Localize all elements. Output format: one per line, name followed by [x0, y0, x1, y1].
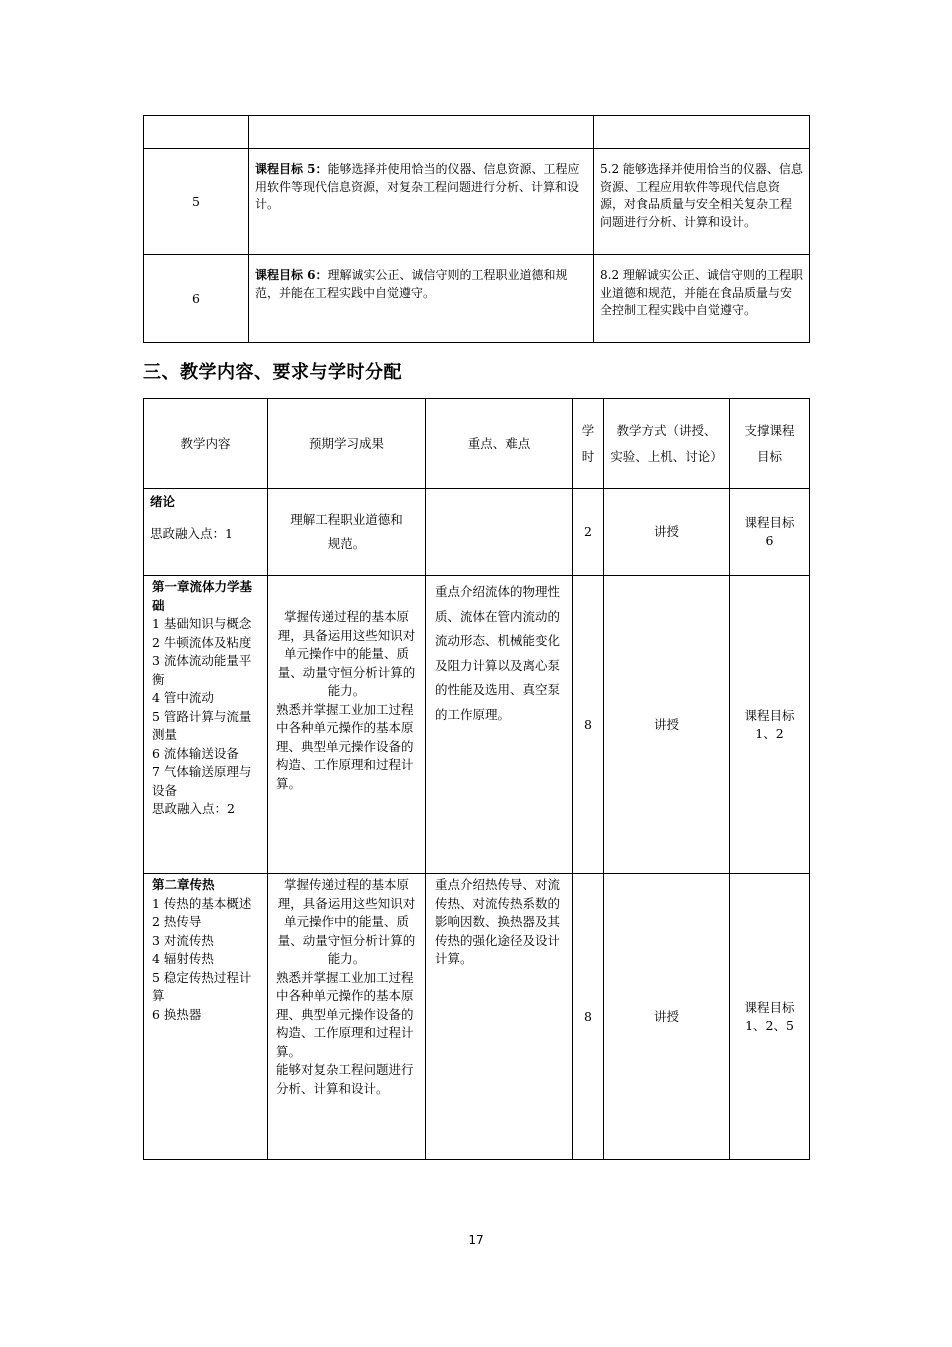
content-cell [144, 576, 268, 874]
content-item: 1 基础知识与概念 [152, 616, 252, 631]
support-cell [730, 576, 810, 874]
content-item: 3 流体流动能量平衡 [152, 653, 252, 687]
header-method-line2: 实验、上机、讨论） [610, 448, 723, 464]
table-row [144, 255, 810, 343]
key-points-cell: 重点介绍热传导、对流传热、对流传热系数的影响因数、换热器及其传热的强化途径及设计计算。 [426, 874, 573, 1160]
table-row [144, 874, 810, 1160]
outcome-text: 能够对复杂工程问题进行分析、计算和设计。 [276, 1062, 414, 1096]
key-points-cell: 重点介绍流体的物理性质、流体在管内流动的流动形态、机械能变化及阻力计算以及离心泵的性能及选用、真空泵的工作原理。 [426, 576, 573, 874]
indicator-cell: 5.2 能够选择并使用恰当的仪器、信息资源、工程应用软件等现代信息资源，对食品质量与安全相关复杂工程问题进行分析、计算和设计。 [594, 149, 810, 255]
header-support-line2: 目标 [756, 448, 782, 464]
header-hours-line1: 学 [581, 422, 595, 438]
hours-cell: 8 [573, 576, 604, 874]
support-text: 1、2 [755, 725, 784, 741]
header-content: 教学内容 [144, 399, 268, 489]
objective-cell [249, 149, 594, 255]
content-item: 6 换热器 [152, 1006, 202, 1022]
header-key-points: 重点、难点 [426, 399, 573, 489]
method-cell: 讲授 [604, 576, 730, 874]
header-hours-line2: 时 [581, 448, 595, 464]
objective-text: 能够选择并使用恰当的仪器、信息资源、工程应用软件等现代信息资源，对复杂工程问题进行分析、计算和设计。 [255, 162, 580, 211]
header-method [604, 399, 730, 489]
content-item: 5 管路计算与流量测量 [152, 708, 252, 742]
content-item: 2 热传导 [152, 914, 202, 929]
indicator-cell: 8.2 理解诚实公正、诚信守则的工程职业道德和规范，并能在食品质量与安全控制工程实践中自觉遵守。 [594, 255, 810, 343]
content-item: 3 对流传热 [152, 932, 214, 948]
header-method-line1: 教学方式（讲授、 [616, 422, 717, 438]
content-item: 2 牛顿流体及粘度 [152, 634, 252, 650]
content-item: 7 气体输送原理与设备 [152, 764, 252, 798]
header-support [730, 399, 810, 489]
support-text: 6 [765, 533, 774, 548]
section-heading: 三、教学内容、要求与学时分配 [143, 362, 402, 383]
content-table [143, 398, 810, 1160]
empty-cell [144, 116, 249, 149]
objectives-table [143, 115, 810, 343]
header-outcome: 预期学习成果 [268, 399, 426, 489]
table-row [144, 576, 810, 874]
hours-cell: 2 [573, 489, 604, 576]
outcome-text: 熟悉并掌握工业加工过程中各种单元操作的基本原理、典型单元操作设备的构造、工作原理和过程计算。 [276, 969, 414, 1059]
chapter-title: 第一章流体力学基础 [152, 579, 253, 613]
outcome-text: 熟悉并掌握工业加工过程中各种单元操作的基本原理、典型单元操作设备的构造、工作原理和过程计算。 [276, 701, 414, 791]
outcome-cell [268, 874, 426, 1160]
content-item: 思政融入点：2 [152, 801, 235, 816]
table-row [144, 149, 810, 255]
objective-number: 5 [144, 149, 249, 255]
support-text: 课程目标 [744, 999, 795, 1015]
table-row [144, 489, 810, 576]
support-text: 课程目标 [744, 707, 795, 723]
hours-cell: 8 [573, 874, 604, 1160]
content-item: 4 辐射传热 [152, 951, 214, 966]
chapter-title: 第二章传热 [152, 877, 215, 892]
support-text: 课程目标 [744, 515, 795, 530]
key-points-cell [426, 489, 573, 576]
objective-number: 6 [144, 255, 249, 343]
outcome-text: 理解工程职业道德和 [290, 512, 403, 527]
content-item: 1 传热的基本概述 [152, 895, 252, 911]
header-row [144, 399, 810, 489]
header-hours [573, 399, 604, 489]
objective-cell [249, 255, 594, 343]
objective-label: 课程目标 6： [255, 268, 328, 282]
content-item: 4 管中流动 [152, 690, 214, 705]
content-item: 6 流体输送设备 [152, 745, 239, 761]
chapter-title: 绪论 [150, 494, 176, 509]
outcome-text: 规范。 [327, 536, 366, 551]
outcome-text: 掌握传递过程的基本原理，具备运用这些知识对单元操作中的能量、质量、动量守恒分析计算的能力。 [277, 877, 416, 966]
outcome-cell [268, 576, 426, 874]
support-cell [730, 874, 810, 1160]
outcome-cell [268, 489, 426, 576]
content-cell [144, 874, 268, 1160]
method-cell: 讲授 [604, 489, 730, 576]
header-support-line1: 支撑课程 [744, 422, 795, 438]
content-cell [144, 489, 268, 576]
empty-cell [594, 116, 810, 149]
method-cell: 讲授 [604, 874, 730, 1160]
table-row [144, 116, 810, 149]
content-item: 5 稳定传热过程计算 [152, 969, 252, 1003]
objective-text: 理解诚实公正、诚信守则的工程职业道德和规范，并能在工程实践中自觉遵守。 [255, 268, 568, 300]
support-cell [730, 489, 810, 576]
page-number: 17 [468, 1233, 484, 1247]
content-item: 思政融入点：1 [150, 526, 233, 541]
support-text: 1、2、5 [745, 1017, 794, 1033]
objective-label: 课程目标 5： [255, 162, 328, 176]
empty-cell [249, 116, 594, 149]
outcome-text: 掌握传递过程的基本原理，具备运用这些知识对单元操作中的能量、质量、动量守恒分析计算的能力。 [277, 609, 416, 698]
